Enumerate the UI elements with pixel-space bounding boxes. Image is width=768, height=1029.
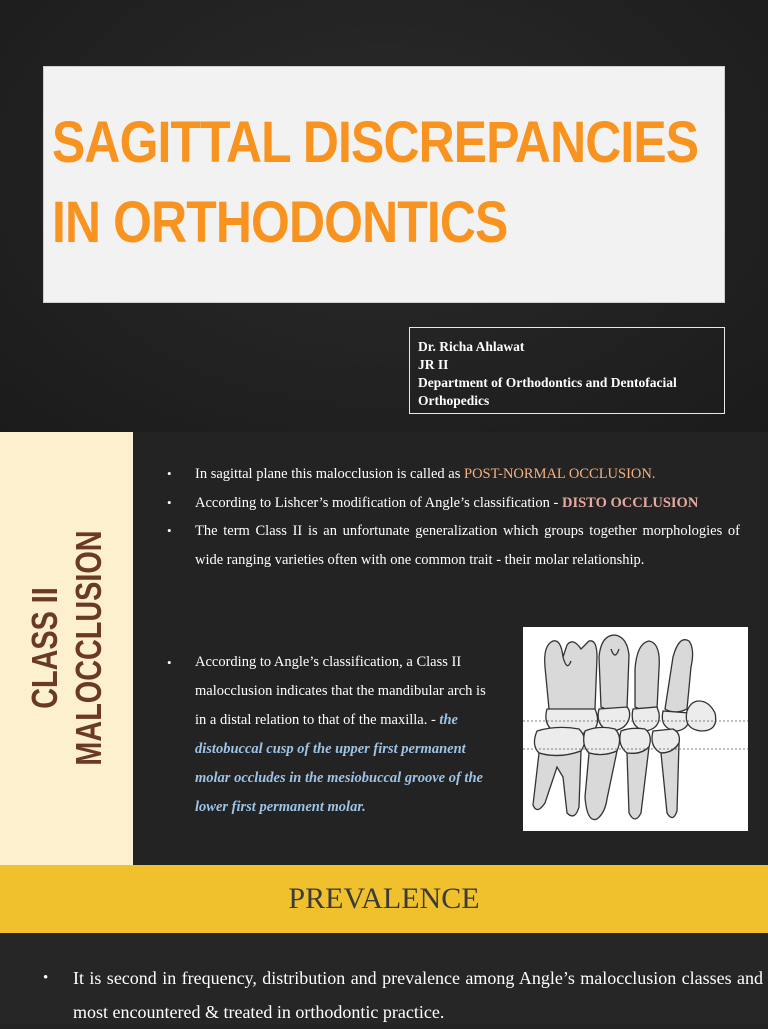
highlight-term: POST-NORMAL OCCLUSION. <box>464 466 656 482</box>
author-box <box>409 327 725 414</box>
bullet-item <box>167 648 487 822</box>
class-ii-slide <box>0 432 768 865</box>
author-name: Dr. Richa Ahlawat <box>418 339 525 354</box>
title-slide <box>0 0 768 432</box>
bullet-dot-icon: • <box>43 970 49 986</box>
bullet-dot-icon: • <box>167 466 172 481</box>
bullet-text: According to Angle’s classification, a Class II malocclusion indicates that the mandibular arch is in a distal relation to that of the maxilla. - <box>195 654 486 728</box>
bullet-list-secondary <box>167 648 487 822</box>
highlight-term: DISTO OCCLUSION <box>561 494 699 511</box>
bullet-text: In sagittal plane this malocclusion is called as <box>195 466 464 482</box>
bullet-text: According to Lishcer’s modification of Angle’s classification - <box>195 494 562 511</box>
side-title <box>23 501 111 795</box>
author-department-cont: Orthopedics <box>418 393 490 408</box>
definition-quote: the distobuccal cusp of the upper first permanent molar occludes in the mesiobuccal groove of the lower first permanent molar. <box>195 712 483 815</box>
prevalence-slide <box>0 865 768 1024</box>
author-role: JR II <box>418 357 449 372</box>
bullet-list <box>167 460 740 574</box>
teeth-diagram-icon <box>523 627 748 831</box>
heading-band <box>0 865 768 933</box>
title-box <box>43 66 725 303</box>
author-department: Department of Orthodontics and Dentofacial <box>418 375 677 390</box>
prevalence-text: It is second in frequency, distribution and prevalence among Angle’s malocclusion classes and most encountered & treated in orthodontic practice. <box>73 968 763 1022</box>
bullet-dot-icon: • <box>167 655 172 670</box>
prevalence-bullet <box>43 961 763 1029</box>
title-line-1: SAGITTAL DISCREPANCIES <box>52 110 699 175</box>
title-line-2: IN ORTHODONTICS <box>52 190 508 255</box>
side-title-line-1: CLASS II <box>24 587 65 709</box>
molar-relationship-illustration <box>523 627 748 831</box>
side-panel <box>0 432 133 865</box>
bullet-item <box>167 460 740 489</box>
bullet-item <box>167 517 740 574</box>
bullet-item <box>167 489 740 518</box>
bullet-text: The term Class II is an unfortunate generalization which groups together morphologies of wide ranging varieties often with one common trait - their molar relationship. <box>195 523 740 568</box>
side-title-line-2: MALOCCLUSION <box>68 530 109 766</box>
bullet-dot-icon: • <box>167 523 172 538</box>
bullet-dot-icon: • <box>167 494 172 510</box>
prevalence-heading: PREVALENCE <box>288 882 480 915</box>
